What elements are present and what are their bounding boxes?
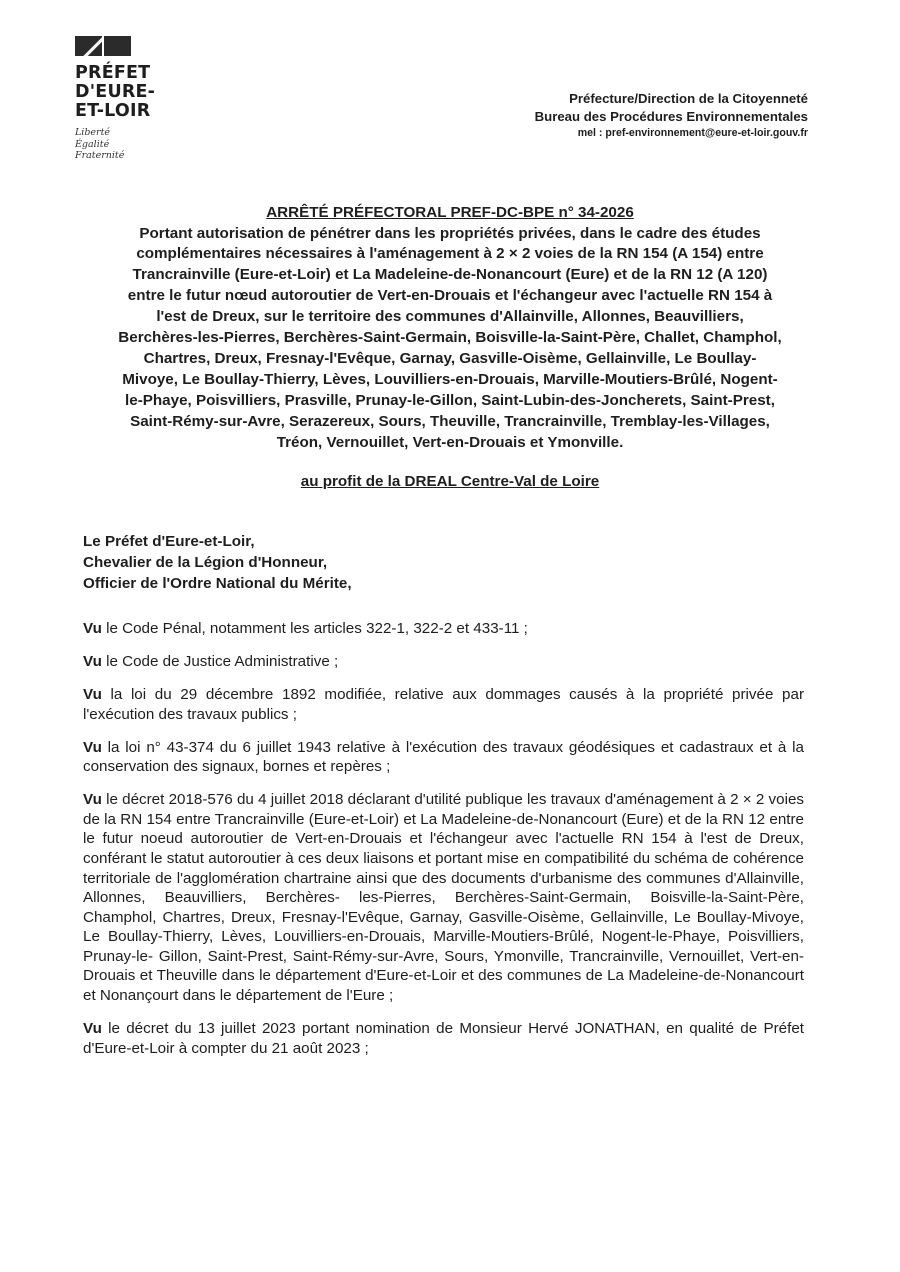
republic-motto: Liberté Égalité Fraternité — [75, 127, 125, 161]
prefecture-logo — [75, 36, 195, 162]
arrete-beneficiary: au profit de la DREAL Centre-Val de Loire — [300, 473, 600, 491]
visa-item: Vu le Code Pénal, notamment les articles 322-1, 322-2 et 433-11 ; — [83, 620, 528, 637]
visa-item: Vu le décret 2018-576 du 4 juillet 2018 déclarant d'utilité publique les travaux d'aménagement à 2 × 2 voies de la RN 154 entre Trancrainville (Eure-et-Loir) et La Madeleine-de-Nonancourt (Eure) et de la RN 12 entre le futur noeud autoroutier de Vert-en-Drouais et l'échangeur avec l'actuelle RN 154 à l'est de Dreux, conférant le statut autoroutier à ces deux liaisons et portant mise en compatibilité du schéma de cohérence territoriale de l'agglomération chartraine ainsi que des documents d'urbanisme des communes d'Allainville, Allonnes, Beauvilliers, Berchères- les-Pierres, Berchères-Saint-Germain, Boisville-la-Saint-Père, Champhol, Chartres, Dreux, Fresnay-l'Evêque, Garnay, Gasville-Oisème, Gellainville, Le Boullay-Mivoye, Le Boullay-Thierry, Lèves, Louvilliers-en-Drouais, Marville-Moutiers-Brûlé, Nogent-le-Phaye, Poisvilliers, Prunay-le- Gillon, Saint-Prest, Saint-Rémy-sur-Avre, Sours, Ymonville, Trancrainville, Vernouillet, Vert-en-Drouais et Theuville dans le département d'Eure-et-Loir et des communes de La Madeleine-de-Nonancourt et Nonançourt dans le département de l'Eure ; — [83, 791, 804, 1005]
arrete-title-block — [90, 203, 810, 493]
service-direction: Préfecture/Direction de la Citoyenneté — [569, 91, 808, 106]
visa-item: Vu la loi du 29 décembre 1892 modifiée, relative aux dommages causés à la propriété privée par l'exécution des travaux publics ; — [83, 685, 804, 723]
issuing-service — [535, 90, 808, 140]
visa-item: Vu le Code de Justice Administrative ; — [83, 652, 339, 670]
arrete-subject: Portant autorisation de pénétrer dans les propriétés privées, dans le cadre des études complémentaires nécessaires à l'aménagement à 2 × 2 voies de la RN 154 (A 154) entre Trancrainville (Eure-et-Loir) et La Madeleine-de-Nonancourt (Eure) et de la RN 12 (A 120) entre le futur nœud autoroutier de Vert-en-Drouais et l'échangeur avec l'actuelle RN 154 à l'est de Dreux, sur le territoire des communes d'Allainville, Allonnes, Beauvilliers, Berchères-les-Pierres, Berchères-Saint-Germain, Boisville-la-Saint-Père, Challet, Champhol, Chartres, Dreux, Fresnay-l'Evêque, Garnay, Gasville-Oisème, Gellainville, Le Boullay- Mivoye, Le Boullay-Thierry, Lèves, Louvilliers-en-Drouais, Marville-Moutiers-Brûlé, Nogent- le-Phaye, Poisvilliers, Prasville, Prunay-le-Gillon, Saint-Lubin-des-Joncherets, Saint-Prest, Saint-Rémy-sur-Avre, Serazereux, Sours, Theuville, Trancrainville, Tremblay-les-Villages, Tréon, Vernouillet, Vert-en-Drouais et Ymonville. — [118, 224, 782, 451]
visas-list — [83, 619, 804, 1072]
visa-item: Vu la loi n° 43-374 du 6 juillet 1943 relative à l'exécution des travaux géodésiques et cadastraux et à la conservation des signaux, bornes et repères ; — [83, 738, 804, 776]
prefect-titles: Le Préfet d'Eure-et-Loir, Chevalier de la Légion d'Honneur, Officier de l'Ordre National du Mérite, — [83, 533, 352, 592]
authority-name: PRÉFET D'EURE- ET-LOIR — [75, 63, 156, 121]
service-bureau: Bureau des Procédures Environnementales — [534, 109, 808, 124]
arrete-number: ARRÊTÉ PRÉFECTORAL PREF-DC-BPE n° 34-2026 — [266, 204, 634, 221]
service-email: mel : pref-environnement@eure-et-loir.gouv.fr — [577, 127, 808, 139]
visa-item: Vu le décret du 13 juillet 2023 portant nomination de Monsieur Hervé JONATHAN, en qualité de Préfet d'Eure-et-Loir à compter du 21 août 2023 ; — [83, 1020, 804, 1057]
marianne-logo-icon — [75, 36, 131, 56]
